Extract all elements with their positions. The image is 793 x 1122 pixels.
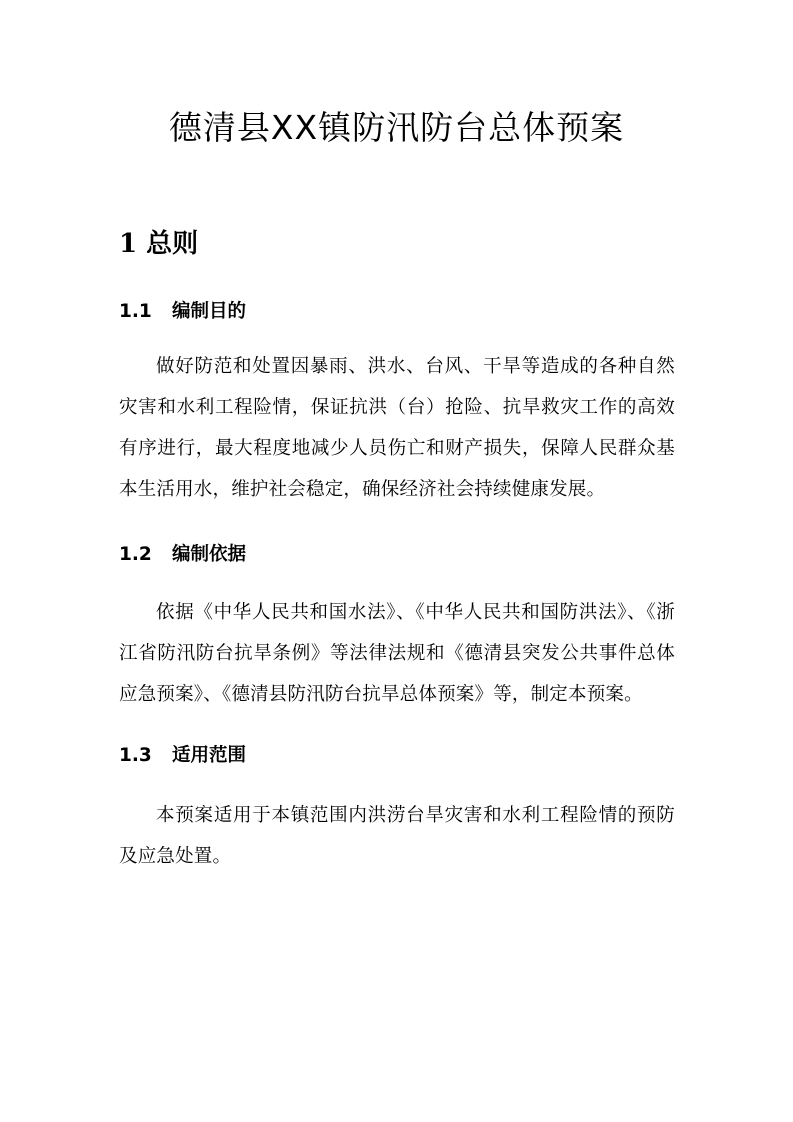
document-title: 德清县XX镇防汛防台总体预案 [168, 108, 625, 147]
section-paragraph-1-3: 本预案适用于本镇范围内洪涝台旱灾害和水利工程险情的预防及应急处置。 [119, 805, 675, 867]
section-title: 编制依据 [172, 544, 247, 565]
chapter-heading: 1 总则 [119, 229, 199, 259]
section-heading-1-2 [119, 540, 246, 570]
section-number: 1.2 [119, 544, 152, 565]
section-title: 适用范围 [172, 745, 247, 766]
section-heading-1-1 [119, 297, 246, 327]
section-paragraph-1-1: 做好防范和处置因暴雨、洪水、台风、干旱等造成的各种自然灾害和水利工程险情，保证抗洪（台）抢险、抗旱救灾工作的高效有序进行，最大程度地减少人员伤亡和财产损失，保障人民群众基本生活用水，维护社会稳定，确保经济社会持续健康发展。 [119, 356, 675, 500]
section-number: 1.1 [119, 301, 152, 322]
section-paragraph-1-2: 依据《中华人民共和国水法》、《中华人民共和国防洪法》、《浙江省防汛防台抗旱条例》等法律法规和《德清县突发公共事件总体应急预案》、《德清县防汛防台抗旱总体预案》等，制定本预案。 [119, 602, 675, 705]
section-number: 1.3 [119, 745, 152, 766]
section-title: 编制目的 [172, 301, 247, 322]
section-heading-1-3 [119, 741, 246, 771]
